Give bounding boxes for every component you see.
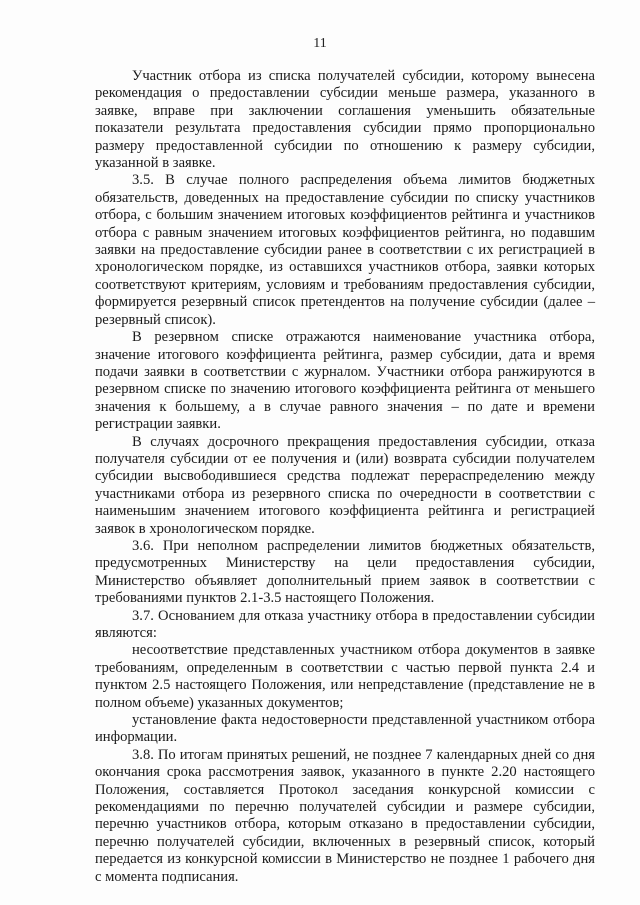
paragraph-refusal-reason-2: установление факта недостоверности представленной участником отбора информации.	[95, 712, 595, 746]
paragraph-3-8: 3.8. По итогам принятых решений, не позднее 7 календарных дней со дня окончания срока рассмотрения заявок, указанного в пункте 2.20 настоящего Положения, составляется Протокол заседания конкурсной комиссии с рекомендациями по перечню получателей субсидии и размере субсидии, перечню участников отбора, которым отказано в предоставлении субсидии, перечню получателей субсидии, включенных в резервный список, который передается из конкурсной комиссии в Министерство не позднее 1 рабочего дня с момента подписания.	[95, 746, 595, 885]
page-number: 11	[313, 36, 327, 51]
paragraph-early-termination: В случаях досрочного прекращения предоставления субсидии, отказа получателя субсидии от ее получения и (или) возврата субсидии получателем субсидии высвободившиеся средства подлежат перераспределению между участниками отбора из резервного списка по очередности в соответствии с наименьшим значением итогового коэффициента рейтинга и регистрацией заявок в хронологическом порядке.	[95, 433, 595, 537]
paragraph-3-6: 3.6. При неполном распределении лимитов бюджетных обязательств, предусмотренных Министерству на цели предоставления субсидии, Министерство объявляет дополнительный прием заявок в соответствии с требованиями пунктов 2.1-3.5 настоящего Положения.	[95, 537, 595, 607]
paragraph-3-7: 3.7. Основанием для отказа участнику отбора в предоставлении субсидии являются:	[95, 607, 595, 641]
document-body	[95, 68, 595, 886]
paragraph-participant-reduction: Участник отбора из списка получателей субсидии, которому вынесена рекомендация о предоставлении субсидии меньше размера, указанного в заявке, вправе при заключении соглашения уменьшить обязательные показатели результата предоставления субсидии прямо пропорционально размеру предоставленной субсидии по отношению к размеру субсидии, указанной в заявке.	[95, 68, 595, 172]
paragraph-3-5: 3.5. В случае полного распределения объема лимитов бюджетных обязательств, доведенных на предоставление субсидии по списку участников отбора, с большим значением итоговых коэффициентов рейтинга и участников отбора с равным значением итоговых коэффициентов рейтинга, но подавшим заявки на предоставление субсидии ранее в соответствии с их регистрацией в хронологическом порядке, из оставшихся участников отбора, заявки которых соответствуют критериям, условиям и требованиям предоставления субсидии, формируется резервный список претендентов на получение субсидии (далее – резервный список).	[95, 172, 595, 328]
paragraph-reserve-list: В резервном списке отражаются наименование участника отбора, значение итогового коэффициента рейтинга, размер субсидии, дата и время подачи заявки в соответствии с журналом. Участники отбора ранжируются в резервном списке по значению итогового коэффициента рейтинга от меньшего значения к большему, а в случае равного значения – по дате и времени регистрации заявки.	[95, 329, 595, 433]
paragraph-refusal-reason-1: несоответствие представленных участником отбора документов в заявке требованиям, определенным в соответствии с частью первой пункта 2.4 и пунктом 2.5 настоящего Положения, или непредставление (представление не в полном объеме) указанных документов;	[95, 642, 595, 711]
